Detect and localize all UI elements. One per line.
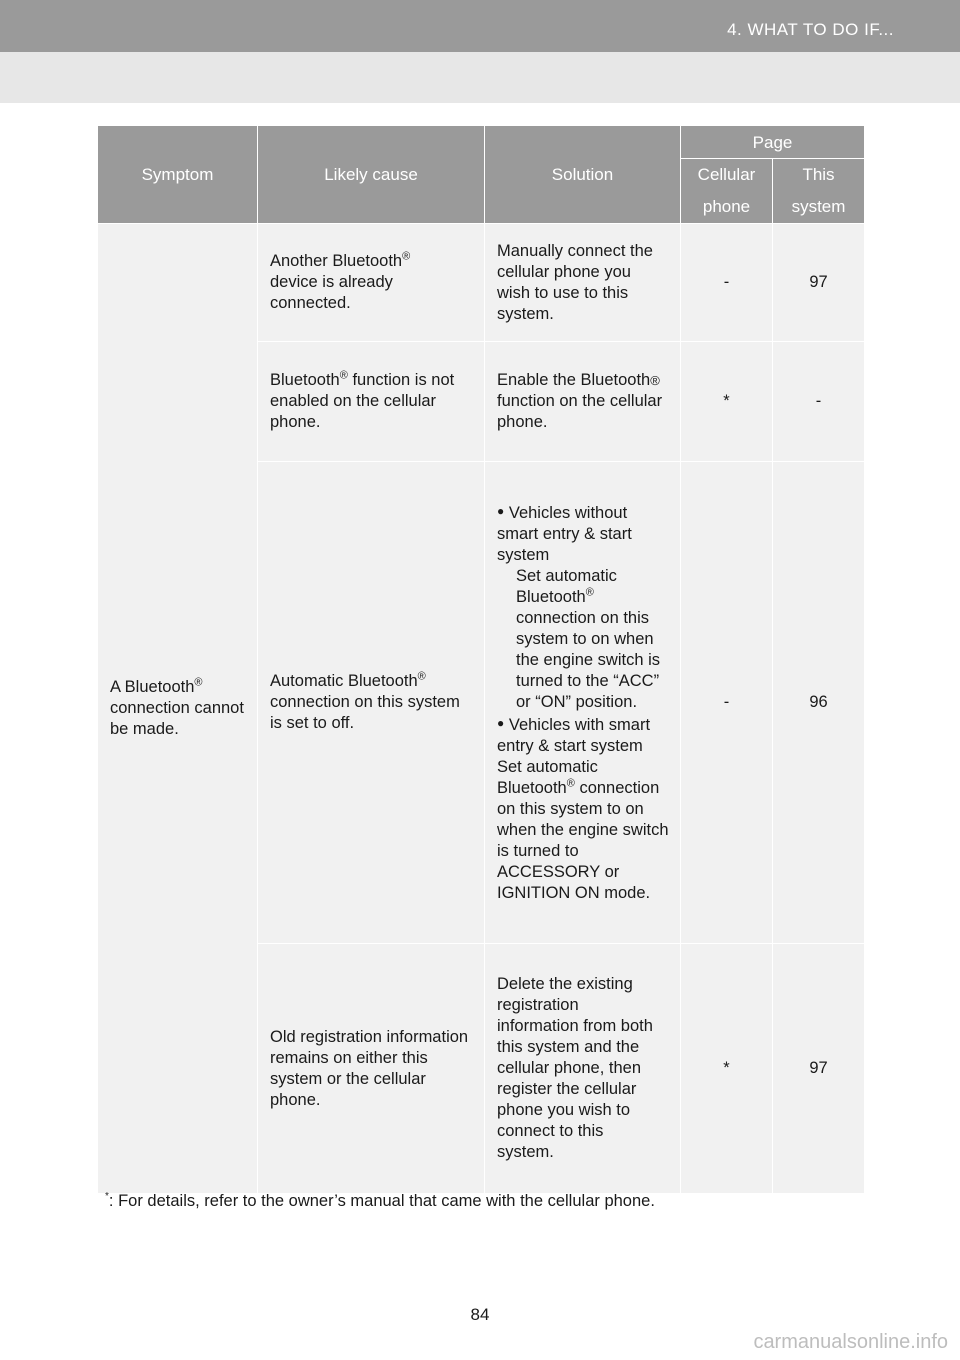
page-this-system: 97 bbox=[773, 944, 865, 1194]
header-bar bbox=[0, 0, 960, 52]
solution-cell bbox=[485, 462, 681, 944]
solution-item-detail: Set automatic Bluetooth® connection on this system to on when the engine switch is turned to ACCESSORY or IGNITION ON mode. bbox=[497, 758, 669, 902]
watermark: carmanualsonline.info bbox=[753, 1331, 948, 1353]
col-header-solution: Solution bbox=[485, 126, 681, 224]
page-this-system: 97 bbox=[773, 224, 865, 342]
page-cellular-phone: * bbox=[681, 342, 773, 462]
solution-item-detail: Set automatic Bluetooth® connection on this system to on when the engine switch is turned to the “ACC” or “ON” position. bbox=[516, 567, 660, 711]
col-header-cellular-phone: Cellular phone bbox=[681, 159, 773, 224]
solution-cell: Manually connect the cellular phone you wish to use to this system. bbox=[485, 224, 681, 342]
cause-cell: Old registration information remains on either this system or the cellular phone. bbox=[258, 944, 485, 1194]
col-header-likely-cause: Likely cause bbox=[258, 126, 485, 224]
troubleshooting-table bbox=[97, 125, 865, 1194]
table-row bbox=[98, 224, 865, 342]
solution-cell: Delete the existing registration information from both this system and the cellular phone, then register the cellular phone you wish to connect to this system. bbox=[485, 944, 681, 1194]
page-cellular-phone: - bbox=[681, 462, 773, 944]
cause-cell: Another Bluetooth® device is already connected. bbox=[258, 224, 485, 342]
page-this-system: - bbox=[773, 342, 865, 462]
cause-cell: Bluetooth® function is not enabled on the cellular phone. bbox=[258, 342, 485, 462]
bullet-icon: ● bbox=[497, 716, 505, 730]
col-header-page: Page bbox=[681, 126, 865, 159]
solution-item: ● Vehicles without smart entry & start system bbox=[497, 504, 632, 564]
section-title: 4. WHAT TO DO IF... bbox=[727, 20, 894, 39]
footnote: *: For details, refer to the owner’s manual that came with the cellular phone. bbox=[105, 1191, 655, 1210]
solution-item: ● Vehicles with smart entry & start system bbox=[497, 716, 651, 755]
col-header-this-system: This system bbox=[773, 159, 865, 224]
header-band bbox=[0, 52, 960, 103]
col-header-symptom: Symptom bbox=[98, 126, 258, 224]
page-number: 84 bbox=[470, 1305, 490, 1324]
symptom-cell: A Bluetooth® connection cannot be made. bbox=[98, 224, 258, 1194]
page-cellular-phone: * bbox=[681, 944, 773, 1194]
solution-cell: Enable the Bluetooth® function on the cellular phone. bbox=[485, 342, 681, 462]
bullet-icon: ● bbox=[497, 504, 505, 518]
page-cellular-phone: - bbox=[681, 224, 773, 342]
page-this-system: 96 bbox=[773, 462, 865, 944]
cause-cell: Automatic Bluetooth® connection on this system is set to off. bbox=[258, 462, 485, 944]
